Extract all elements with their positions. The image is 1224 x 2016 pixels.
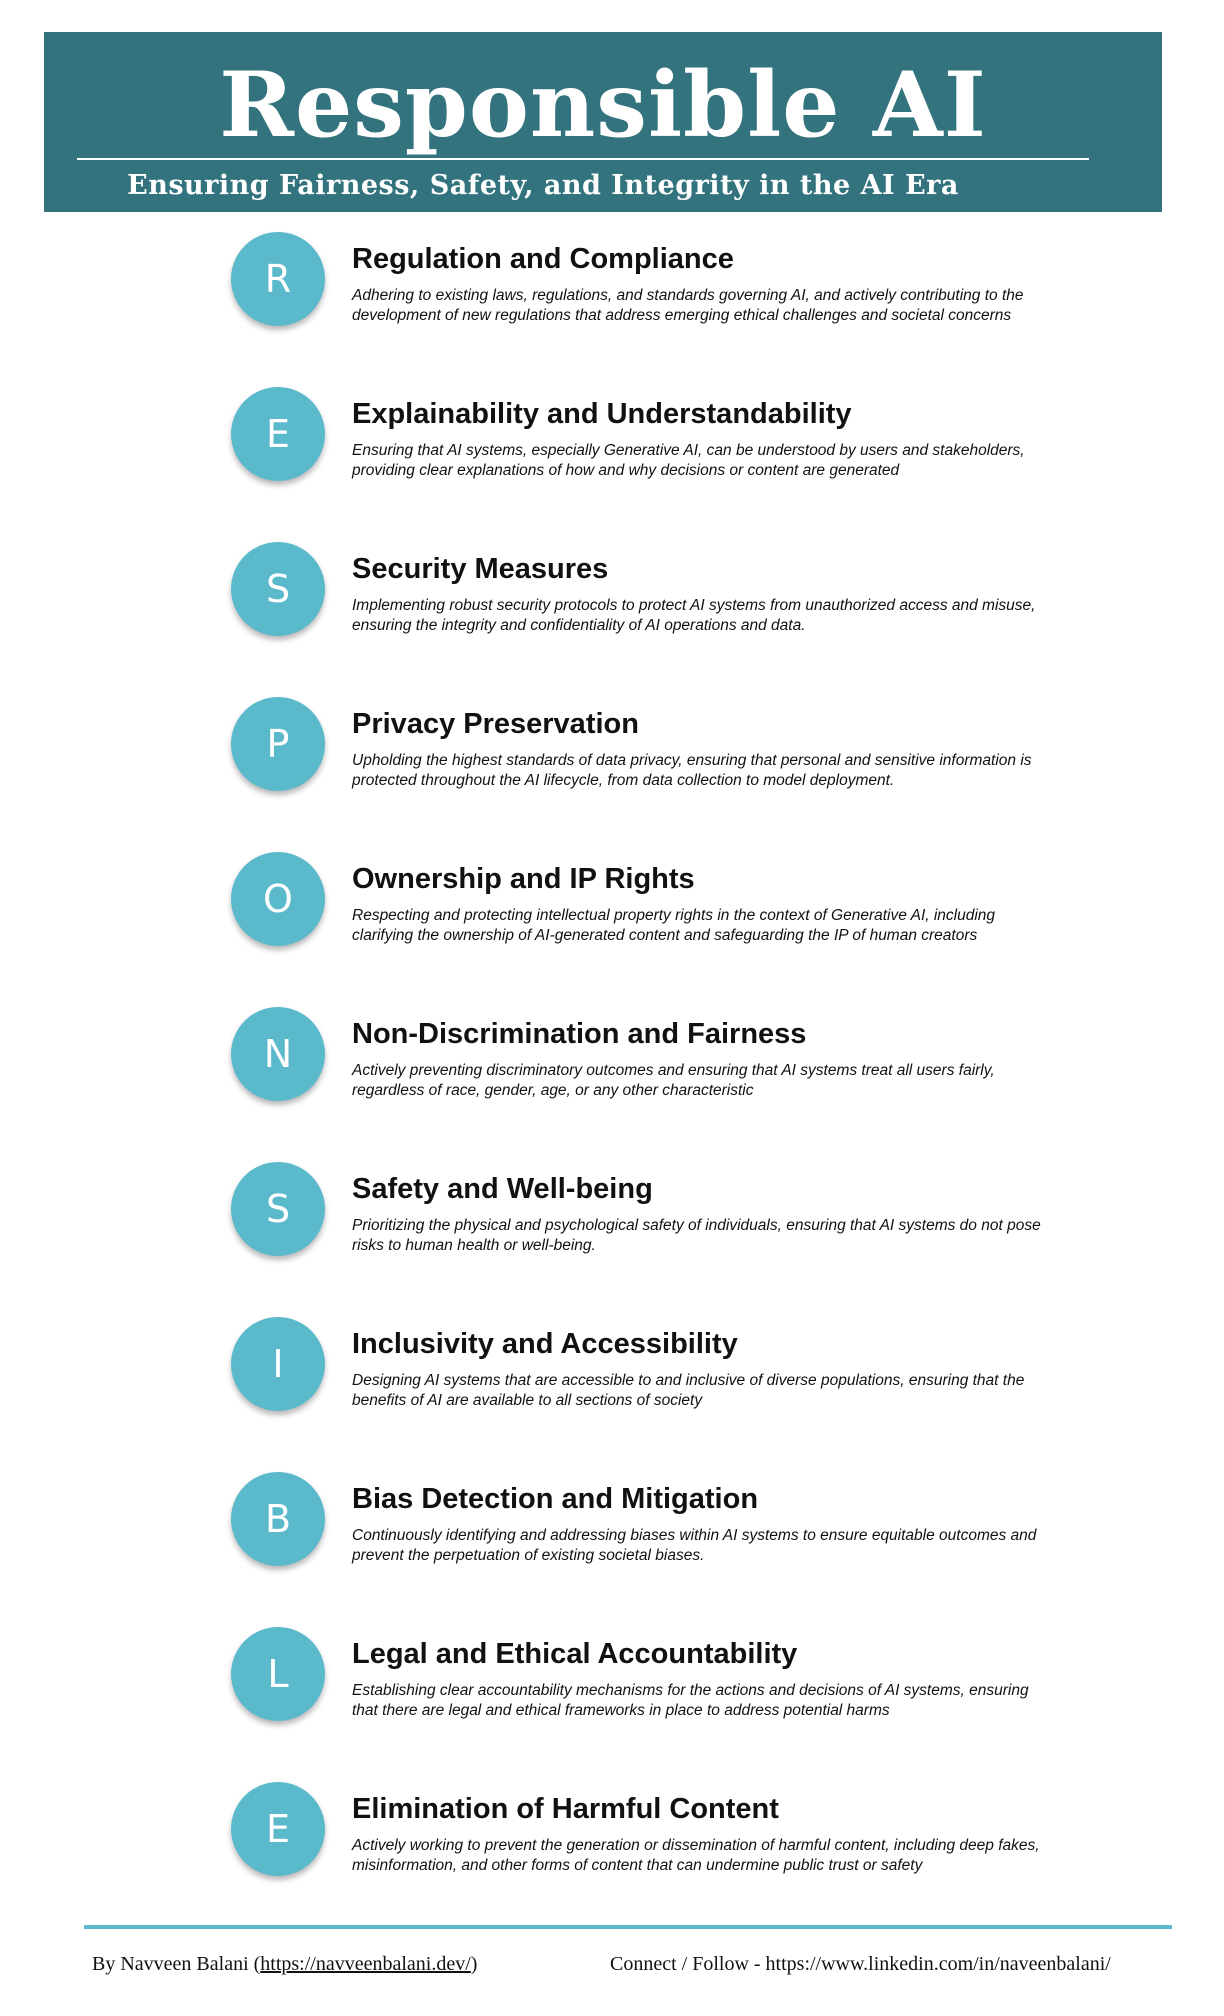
principle-item bbox=[0, 1782, 1224, 1937]
header-divider bbox=[77, 158, 1089, 160]
principle-item bbox=[0, 232, 1224, 387]
principles-list bbox=[0, 232, 1224, 1937]
principle-item bbox=[0, 542, 1224, 697]
footer-connect: Connect / Follow - https://www.linkedin.com/in/naveenbalani/ bbox=[610, 1953, 1111, 1975]
author-website-link[interactable]: https://navveenbalani.dev/ bbox=[260, 1953, 471, 1975]
letter-badge: S bbox=[231, 542, 325, 636]
principle-title: Safety and Well-being bbox=[352, 1173, 653, 1205]
letter-badge: R bbox=[231, 232, 325, 326]
letter-badge: P bbox=[231, 697, 325, 791]
principle-description: Prioritizing the physical and psychological safety of individuals, ensuring that AI systems do not pose risks to human health or well-being. bbox=[352, 1217, 1041, 1254]
principle-description: Designing AI systems that are accessible to and inclusive of diverse populations, ensuring that the benefits of AI are available to all sections of society bbox=[352, 1372, 1025, 1409]
principle-description: Implementing robust security protocols to protect AI systems from unauthorized access and misuse, ensuring the integrity and confidentiality of AI operations and data. bbox=[352, 597, 1036, 634]
footer-author bbox=[92, 1950, 477, 1978]
letter-badge: O bbox=[231, 852, 325, 946]
principle-description: Upholding the highest standards of data privacy, ensuring that personal and sensitive information is protected throughout the AI lifecycle, from data collection to model deployment. bbox=[352, 752, 1032, 789]
principle-item bbox=[0, 1472, 1224, 1627]
principle-item bbox=[0, 1007, 1224, 1162]
header-banner bbox=[44, 32, 1162, 212]
letter-badge: I bbox=[231, 1317, 325, 1411]
letter-badge: E bbox=[231, 1782, 325, 1876]
principle-title: Bias Detection and Mitigation bbox=[352, 1483, 759, 1515]
principle-item bbox=[0, 852, 1224, 1007]
letter-badge: S bbox=[231, 1162, 325, 1256]
principle-title: Security Measures bbox=[352, 553, 609, 585]
letter-badge: N bbox=[231, 1007, 325, 1101]
page-subtitle: Ensuring Fairness, Safety, and Integrity in the AI Era bbox=[127, 170, 959, 201]
principle-title: Regulation and Compliance bbox=[352, 243, 734, 275]
principle-description: Adhering to existing laws, regulations, and standards governing AI, and actively contributing to the development of new regulations that address emerging ethical challenges and societal concerns bbox=[352, 287, 1024, 324]
principle-description: Respecting and protecting intellectual property rights in the context of Generative AI, including clarifying the ownership of AI-generated content and safeguarding the IP of human creators bbox=[352, 907, 996, 944]
principle-title: Inclusivity and Accessibility bbox=[352, 1328, 738, 1360]
page-title: Responsible AI bbox=[219, 52, 987, 158]
principle-description: Continuously identifying and addressing biases within AI systems to ensure equitable outcomes and prevent the perpetuation of existing societal biases. bbox=[352, 1527, 1037, 1564]
principle-description: Actively working to prevent the generation or dissemination of harmful content, including deep fakes, misinformation, and other forms of content that can undermine public trust or safety bbox=[352, 1837, 1040, 1874]
principle-title: Non-Discrimination and Fairness bbox=[352, 1018, 807, 1050]
principle-title: Ownership and IP Rights bbox=[352, 863, 695, 895]
principle-title: Privacy Preservation bbox=[352, 708, 639, 740]
principle-item bbox=[0, 387, 1224, 542]
footer-author-suffix: ) bbox=[470, 1953, 478, 1975]
footer-divider bbox=[84, 1925, 1172, 1929]
principle-item bbox=[0, 697, 1224, 852]
principle-description: Establishing clear accountability mechanisms for the actions and decisions of AI systems, ensuring that there are legal and ethical frameworks in place to address potential harms bbox=[352, 1682, 1029, 1719]
principle-item bbox=[0, 1317, 1224, 1472]
letter-badge: E bbox=[231, 387, 325, 481]
letter-badge: L bbox=[231, 1627, 325, 1721]
footer-author-prefix: By Navveen Balani ( bbox=[92, 1953, 261, 1975]
principle-item bbox=[0, 1627, 1224, 1782]
principle-title: Legal and Ethical Accountability bbox=[352, 1638, 798, 1670]
principle-item bbox=[0, 1162, 1224, 1317]
principle-description: Actively preventing discriminatory outcomes and ensuring that AI systems treat all users fairly, regardless of race, gender, age, or any other characteristic bbox=[352, 1062, 995, 1099]
principle-description: Ensuring that AI systems, especially Generative AI, can be understood by users and stakeholders, providing clear explanations of how and why decisions or content are generated bbox=[352, 442, 1025, 479]
letter-badge: B bbox=[231, 1472, 325, 1566]
principle-title: Elimination of Harmful Content bbox=[352, 1793, 779, 1825]
principle-title: Explainability and Understandability bbox=[352, 398, 852, 430]
